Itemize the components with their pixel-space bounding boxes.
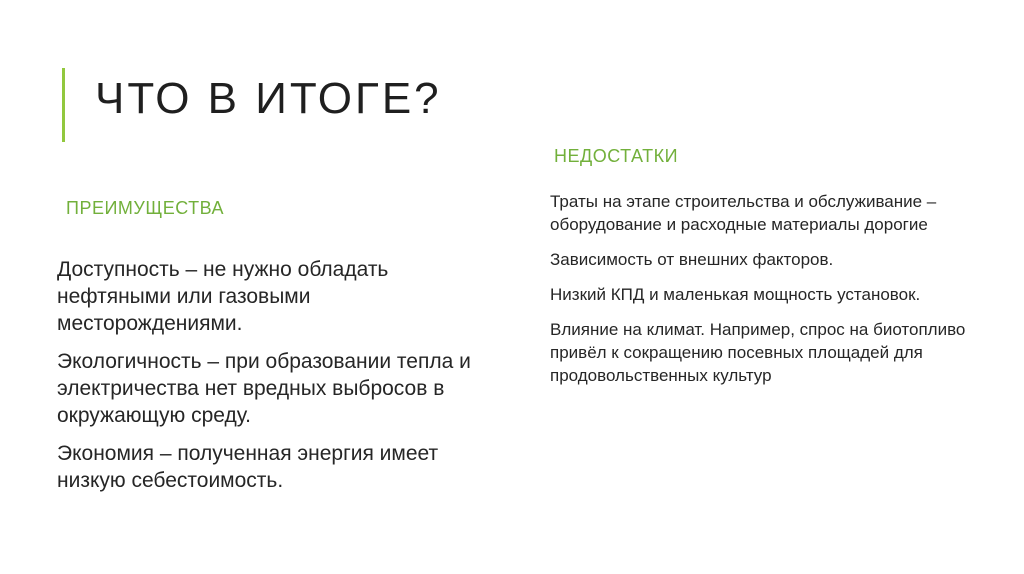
cons-item: Траты на этапе строительства и обслуживание – оборудование и расходные материалы дорогие	[550, 192, 937, 234]
pros-list	[57, 256, 497, 505]
cons-item: Влияние на климат. Например, спрос на биотопливо привёл к сокращению посевных площадей для продовольственных культур	[550, 320, 966, 385]
cons-item: Низкий КПД и маленькая мощность установок.	[550, 285, 921, 304]
cons-heading: НЕДОСТАТКИ	[554, 146, 679, 166]
cons-item: Зависимость от внешних факторов.	[550, 250, 834, 269]
pros-item: Доступность – не нужно обладать нефтяными или газовыми месторождениями.	[57, 258, 389, 335]
pros-heading: ПРЕИМУЩЕСТВА	[66, 198, 225, 218]
cons-list	[550, 190, 970, 399]
slide-title: ЧТО В ИТОГЕ?	[95, 74, 442, 123]
title-accent-bar	[62, 68, 65, 142]
pros-item: Экологичность – при образовании тепла и электричества нет вредных выбросов в окружающую среду.	[57, 350, 471, 427]
pros-item: Экономия – полученная энергия имеет низкую себестоимость.	[57, 442, 439, 492]
